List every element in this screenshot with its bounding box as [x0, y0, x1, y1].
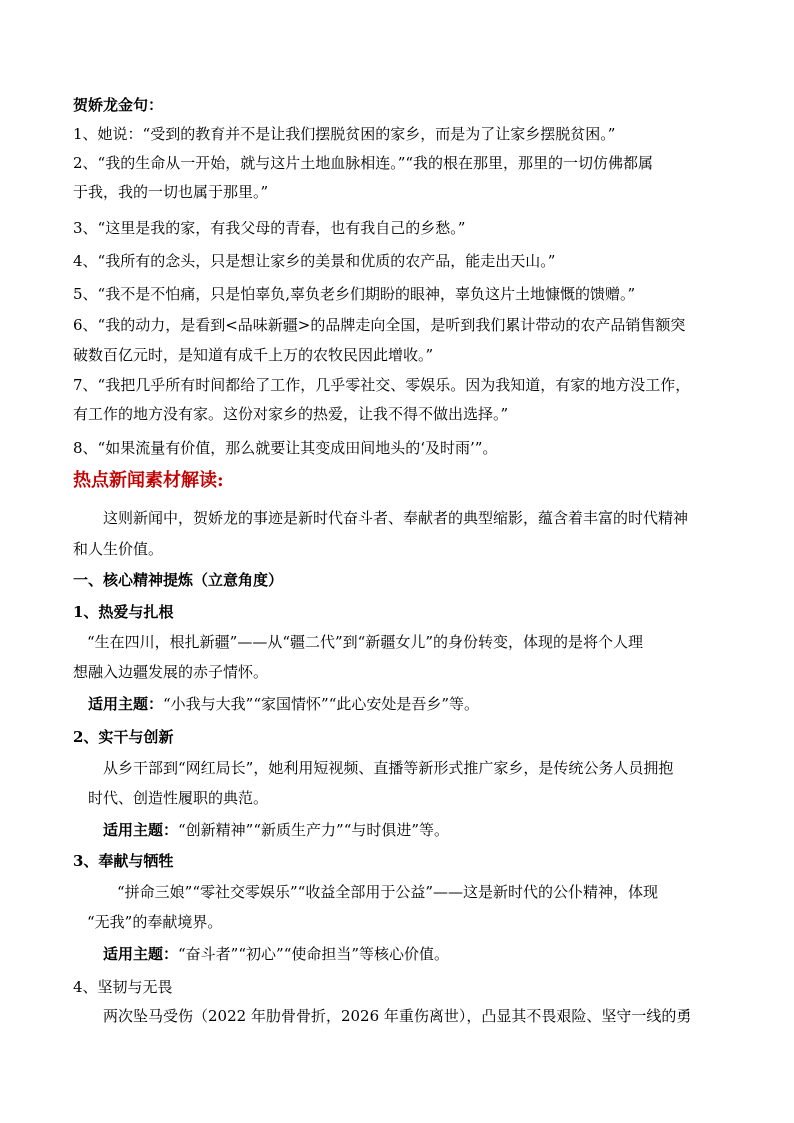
- item-3-line-2: “无我”的奉献境界。: [87, 913, 223, 931]
- theme-label: 适用主题：: [88, 695, 164, 713]
- item-2-line-1: 从乡干部到“网红局长”，她利用短视频、直播等新形式推广家乡，是传统公务人员拥抱: [103, 759, 674, 777]
- quote-2-line-1: 2、“我的生命从一开始，就与这片土地血脉相连。”“我的根在那里，那里的一切仿佛都属: [73, 154, 654, 172]
- quote-7-line-1: 7、“我把几乎所有时间都给了工作，几乎零社交、零娱乐。因为我知道，有家的地方没工作，: [73, 376, 691, 394]
- intro-line-2: 和人生价值。: [73, 540, 164, 558]
- theme-label: 适用主题：: [103, 945, 179, 963]
- item-1-theme: [88, 694, 479, 714]
- item-2-line-2: 时代、创造性履职的典范。: [88, 789, 269, 807]
- item-2-theme: [103, 820, 449, 840]
- quote-7-line-2: 有工作的地方没有家。这份对家乡的热爱，让我不得不做出选择。”: [73, 405, 509, 423]
- item-3-line-1: “拼命三娘”“零社交零娱乐”“收益全部用于公益”——这是新时代的公仆精神，体现: [117, 883, 659, 901]
- quote-6-line-2: 破数百亿元时，是知道有成千上万的农牧民因此增收。”: [73, 346, 434, 364]
- item-1-line-1: “生在四川，根扎新疆”——从“疆二代”到“新疆女儿”的身份转变，体现的是将个人理: [87, 633, 644, 651]
- theme-label: 适用主题：: [103, 821, 179, 839]
- quote-8: 8、“如果流量有价值，那么就要让其变成田间地头的‘及时雨’”。: [73, 439, 498, 457]
- quote-4: 4、“我所有的念头，只是想让家乡的美景和优质的农产品，能走出天山。”: [73, 252, 556, 270]
- intro-line-1: 这则新闻中，贺娇龙的事迹是新时代奋斗者、奉献者的典型缩影，蕴含着丰富的时代精神: [103, 509, 689, 527]
- item-4-line-1: 两次坠马受伤（2022 年肋骨骨折，2026 年重伤离世），凸显其不畏艰险、坚守一线的勇: [103, 1007, 692, 1025]
- theme-text: “奋斗者”“初心”“使命担当”等核心价值。: [178, 945, 450, 963]
- theme-text: “小我与大我”“家国情怀”“此心安处是吾乡”等。: [163, 695, 480, 713]
- quote-2-line-2: 于我，我的一切也属于那里。”: [73, 183, 269, 201]
- item-3-theme: [103, 944, 449, 964]
- quote-5: 5、“我不是不怕痛，只是怕辜负,辜负老乡们期盼的眼神，辜负这片土地慷慨的馈赠。”: [73, 285, 636, 303]
- section-heading: 热点新闻素材解读:: [73, 470, 224, 491]
- quote-1: 1、她说：“受到的教育并不是让我们摆脱贫困的家乡，而是为了让家乡摆脱贫困。”: [73, 125, 616, 143]
- part1-heading: 一、核心精神提炼（立意角度）: [73, 571, 284, 589]
- quotes-title: 贺娇龙金句：: [73, 96, 164, 114]
- item-4-heading: 4、坚韧与无畏: [73, 978, 173, 996]
- theme-text: “创新精神”“新质生产力”“与时俱进”等。: [178, 821, 450, 839]
- item-1-line-2: 想融入边疆发展的赤子情怀。: [73, 663, 269, 681]
- item-3-heading: 3、奉献与牺牲: [73, 852, 174, 870]
- quote-6-line-1: 6、“我的动力，是看到<品味新疆>的品牌走向全国，是听到我们累计带动的农产品销售额突: [73, 316, 686, 334]
- item-2-heading: 2、实干与创新: [73, 728, 174, 746]
- quote-3: 3、“这里是我的家，有我父母的青春，也有我自己的乡愁。”: [73, 219, 466, 237]
- item-1-heading: 1、热爱与扎根: [73, 603, 174, 621]
